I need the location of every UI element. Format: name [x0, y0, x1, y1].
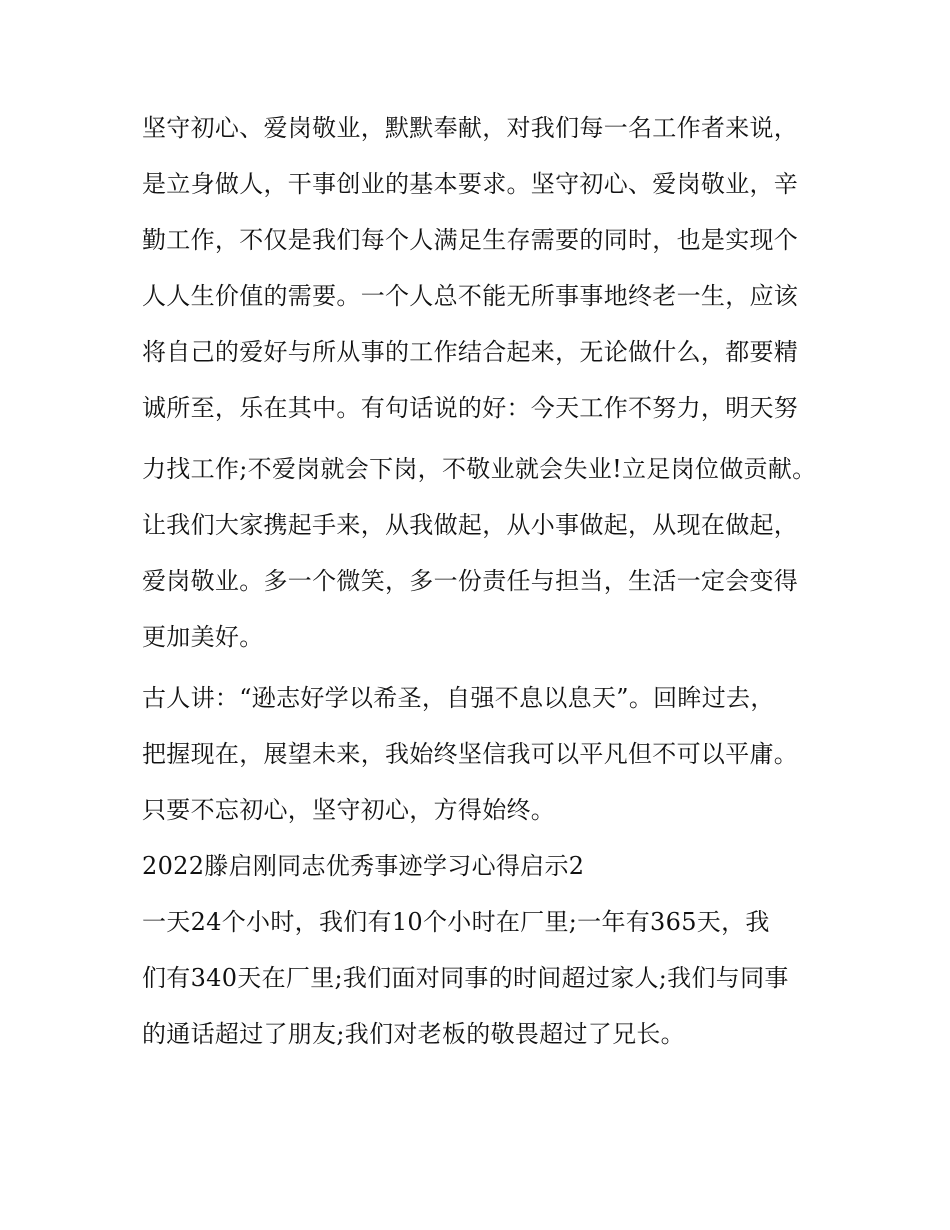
text-line: 一天24个小时，我们有10个小时在厂里;一年有365天，我 [142, 908, 770, 936]
text-line: 坚守初心、爱岗敬业，默默奉献，对我们每一名工作者来说， [142, 114, 799, 142]
text-line: 是立身做人，干事创业的基本要求。坚守初心、爱岗敬业，辛 [142, 170, 799, 198]
text-line: 的通话超过了朋友;我们对老板的敬畏超过了兄长。 [142, 1020, 685, 1048]
text-line: 让我们大家携起手来，从我做起，从小事做起，从现在做起， [142, 511, 799, 539]
section-heading: 2022滕启刚同志优秀事迹学习心得启示2 [142, 852, 585, 880]
text-line: 勤工作，不仅是我们每个人满足生存需要的同时，也是实现个 [142, 226, 799, 254]
text-line: 诚所至，乐在其中。有句话说的好：今天工作不努力，明天努 [142, 394, 799, 422]
text-line: 只要不忘初心，坚守初心，方得始终。 [142, 796, 556, 824]
text-line: 力找工作;不爱岗就会下岗，不敬业就会失业!立足岗位做贡献。 [142, 455, 817, 483]
text-line: 们有340天在厂里;我们面对同事的时间超过家人;我们与同事 [142, 964, 789, 992]
text-line: 更加美好。 [142, 623, 264, 651]
text-line: 将自己的爱好与所从事的工作结合起来，无论做什么，都要精 [142, 338, 799, 366]
text-line: 爱岗敬业。多一个微笑，多一份责任与担当，生活一定会变得 [142, 567, 799, 595]
text-line: 古人讲：“逊志好学以希圣，自强不息以息天”。回眸过去， [142, 684, 775, 712]
text-line: 人人生价值的需要。一个人总不能无所事事地终老一生，应该 [142, 282, 799, 310]
text-line: 把握现在，展望未来，我始终坚信我可以平凡但不可以平庸。 [142, 740, 799, 768]
